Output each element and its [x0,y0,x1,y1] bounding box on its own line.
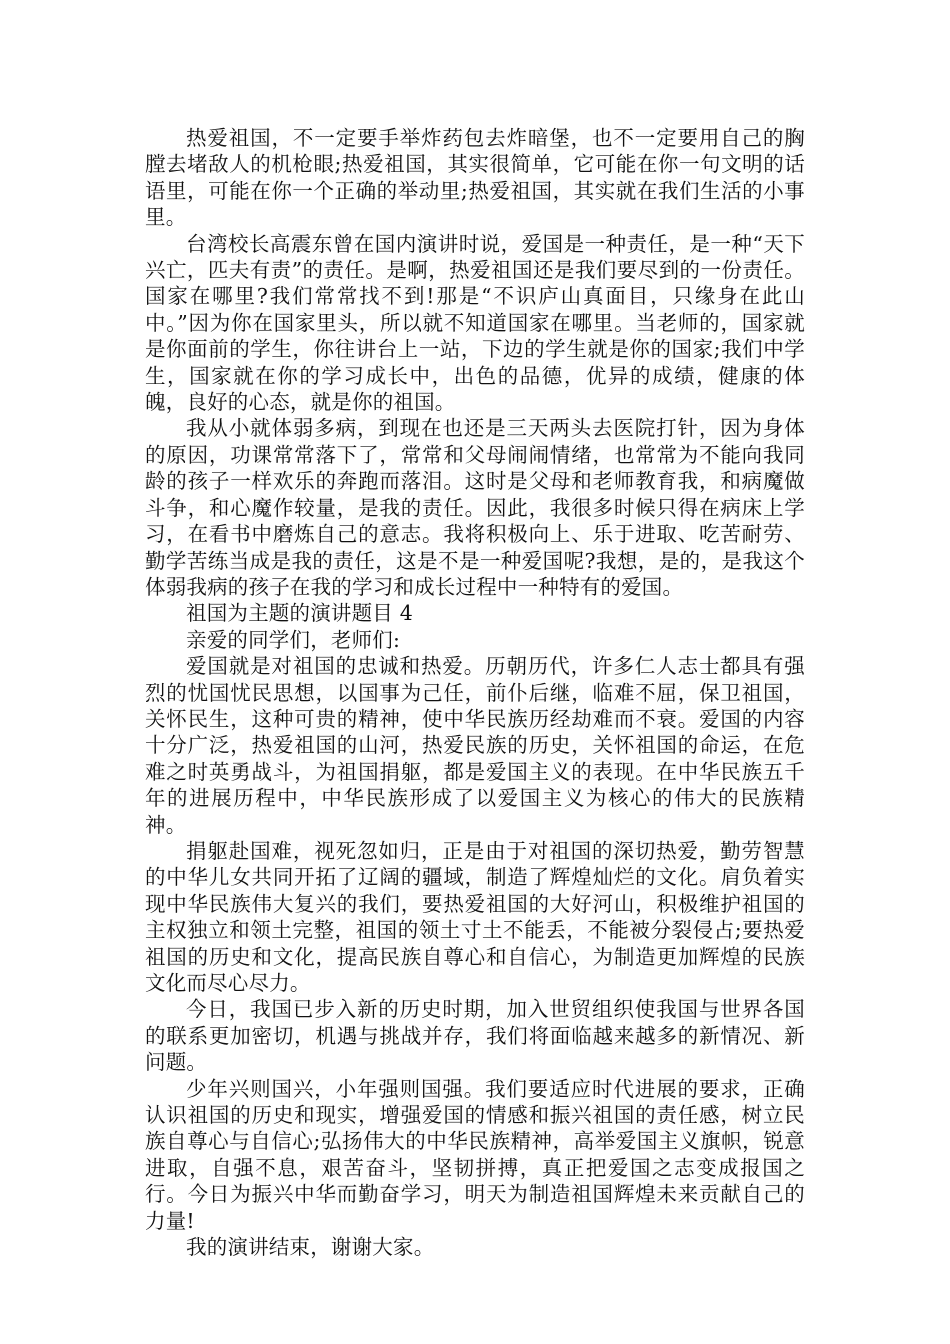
paragraph: 捐躯赴国难，视死忽如归，正是由于对祖国的深切热爱，勤劳智慧的中华儿女共同开拓了辽阔的疆域，制造了辉煌灿烂的文化。肩负着实现中华民族伟大复兴的我们，要热爱祖国的大好河山，积极维护祖国的主权独立和领土完整，祖国的领土寸土不能丢，不能被分裂侵占;要热爱祖国的历史和文化，提高民族自尊心和自信心，为制造更加辉煌的民族文化而尽心尽力。 [145,838,805,995]
paragraph: 少年兴则国兴，小年强则国强。我们要适应时代进展的要求，正确认识祖国的历史和现实，增强爱国的情感和振兴祖国的责任感，树立民族自尊心与自信心;弘扬伟大的中华民族精神，高举爱国主义旗帜，锐意进取，自强不息，艰苦奋斗，坚韧拼搏，真正把爱国之志变成报国之行。今日为振兴中华而勤奋学习，明天为制造祖国辉煌未来贡献自己的力量! [145,1076,805,1233]
paragraph: 台湾校长高震东曾在国内演讲时说，爱国是一种责任，是一种“天下兴亡，匹夫有责”的责任。是啊，热爱祖国还是我们要尽到的一份责任。国家在哪里?我们常常找不到!那是“不识庐山真面目，只缘身在此山中。”因为你在国家里头，所以就不知道国家在哪里。当老师的，国家就是你面前的学生，你往讲台上一站，下边的学生就是你的国家;我们中学生，国家就在你的学习成长中，出色的品德，优异的成绩，健康的体魄，良好的心态，就是你的祖国。 [145,231,805,415]
document-body [145,125,805,1260]
paragraph: 热爱祖国，不一定要手举炸药包去炸暗堡，也不一定要用自己的胸膛去堵敌人的机枪眼;热爱祖国，其实很简单，它可能在你一句文明的话语里，可能在你一个正确的举动里;热爱祖国，其实就在我们生活的小事里。 [145,126,805,230]
section-heading: 祖国为主题的演讲题目 4 [186,601,413,626]
paragraph: 今日，我国已步入新的历史时期，加入世贸组织使我国与世界各国的联系更加密切，机遇与挑战并存，我们将面临越来越多的新情况、新问题。 [145,997,805,1075]
paragraph: 我从小就体弱多病，到现在也还是三天两头去医院打针，因为身体的原因，功课常常落下了，常常和父母闹闹情绪，也常常为不能向我同龄的孩子一样欢乐的奔跑而落泪。这时是父母和老师教育我，和病魔做斗争，和心魔作较量，是我的责任。因此，我很多时候只得在病床上学习，在看书中磨炼自己的意志。我将积极向上、乐于进取、吃苦耐劳、勤学苦练当成是我的责任，这是不是一种爱国呢?我想，是的，是我这个体弱我病的孩子在我的学习和成长过程中一种特有的爱国。 [145,416,805,599]
salutation: 亲爱的同学们，老师们: [186,627,401,652]
closing-line: 我的演讲结束，谢谢大家。 [186,1235,435,1260]
paragraph: 爱国就是对祖国的忠诚和热爱。历朝历代，许多仁人志士都具有强烈的忧国忧民思想，以国事为己任，前仆后继，临难不屈，保卫祖国，关怀民生，这种可贵的精神，使中华民族历经劫难而不衰。爱国的内容十分广泛，热爱祖国的山河，热爱民族的历史，关怀祖国的命运，在危难之时英勇战斗，为祖国捐躯，都是爱国主义的表现。在中华民族五千年的进展历程中，中华民族形成了以爱国主义为核心的伟大的民族精神。 [145,654,805,837]
